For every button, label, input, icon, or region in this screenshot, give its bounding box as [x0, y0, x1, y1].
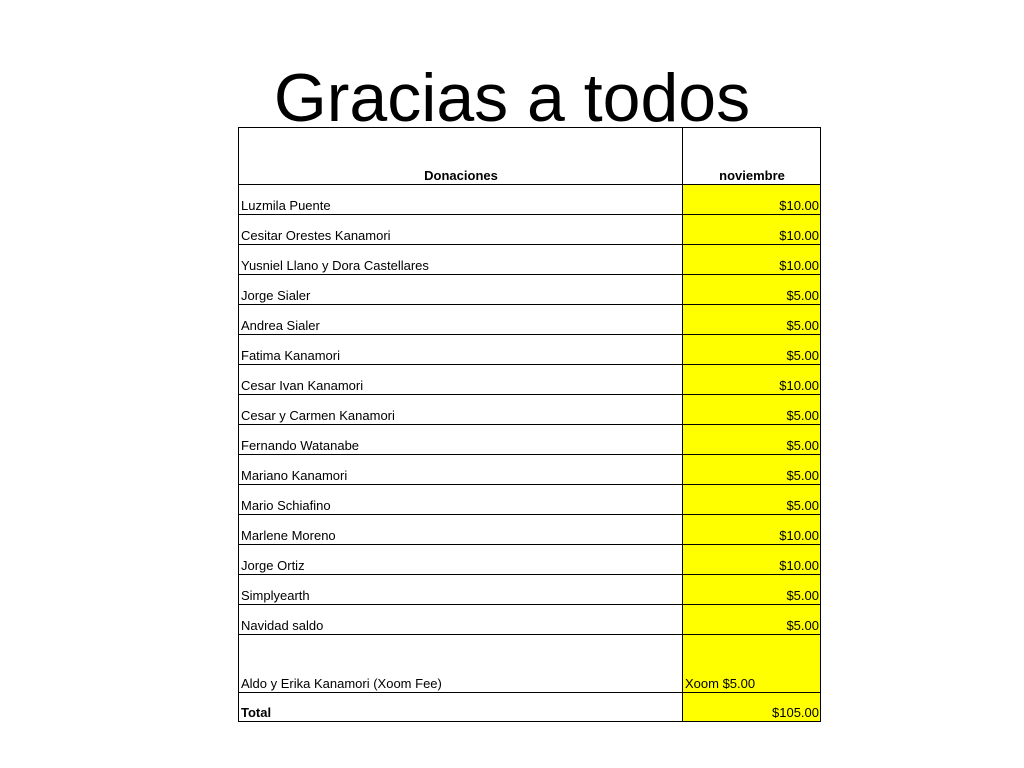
table-row: [239, 485, 821, 515]
total-row: [239, 693, 821, 722]
donor-name: Fatima Kanamori: [239, 335, 683, 365]
donation-amount: $5.00: [683, 455, 821, 485]
donation-amount: $5.00: [683, 335, 821, 365]
header-donaciones: Donaciones: [239, 128, 683, 185]
donations-table: [238, 127, 821, 722]
donor-name: Marlene Moreno: [239, 515, 683, 545]
donor-name: Jorge Ortiz: [239, 545, 683, 575]
donor-name: Yusniel Llano y Dora Castellares: [239, 245, 683, 275]
donor-name: Navidad saldo: [239, 605, 683, 635]
table-row: [239, 425, 821, 455]
donation-amount: $10.00: [683, 365, 821, 395]
donor-name: Luzmila Puente: [239, 185, 683, 215]
table-row: [239, 605, 821, 635]
donor-name: Andrea Sialer: [239, 305, 683, 335]
table-row: [239, 335, 821, 365]
table-row: [239, 575, 821, 605]
table-row: [239, 635, 821, 693]
donations-table-container: [238, 127, 820, 722]
donation-amount: $10.00: [683, 515, 821, 545]
donor-name: Cesar y Carmen Kanamori: [239, 395, 683, 425]
donor-name: Fernando Watanabe: [239, 425, 683, 455]
donation-amount: $5.00: [683, 575, 821, 605]
table-header-row: [239, 128, 821, 185]
table-row: [239, 545, 821, 575]
slide-title: Gracias a todos: [273, 60, 751, 136]
donor-name: Jorge Sialer: [239, 275, 683, 305]
donor-name: Simplyearth: [239, 575, 683, 605]
donation-amount: $5.00: [683, 275, 821, 305]
table-row: [239, 395, 821, 425]
table-row: [239, 515, 821, 545]
donation-amount: $10.00: [683, 545, 821, 575]
donation-amount: $5.00: [683, 305, 821, 335]
table-row: [239, 245, 821, 275]
donor-name: Mario Schiafino: [239, 485, 683, 515]
donation-amount: $10.00: [683, 245, 821, 275]
table-row: [239, 455, 821, 485]
table-row: [239, 275, 821, 305]
donation-amount: $5.00: [683, 485, 821, 515]
donation-amount: $5.00: [683, 425, 821, 455]
donor-name: Cesar Ivan Kanamori: [239, 365, 683, 395]
table-row: [239, 185, 821, 215]
donation-amount: $10.00: [683, 215, 821, 245]
total-label: Total: [239, 693, 683, 722]
table-row: [239, 365, 821, 395]
donor-name: Cesitar Orestes Kanamori: [239, 215, 683, 245]
header-noviembre: noviembre: [683, 128, 821, 185]
donation-amount: Xoom $5.00: [683, 635, 821, 693]
donor-name: Mariano Kanamori: [239, 455, 683, 485]
donation-amount: $5.00: [683, 605, 821, 635]
donation-amount: $5.00: [683, 395, 821, 425]
donor-name: Aldo y Erika Kanamori (Xoom Fee): [239, 635, 683, 693]
table-row: [239, 215, 821, 245]
donation-amount: $10.00: [683, 185, 821, 215]
table-row: [239, 305, 821, 335]
total-amount: $105.00: [683, 693, 821, 722]
